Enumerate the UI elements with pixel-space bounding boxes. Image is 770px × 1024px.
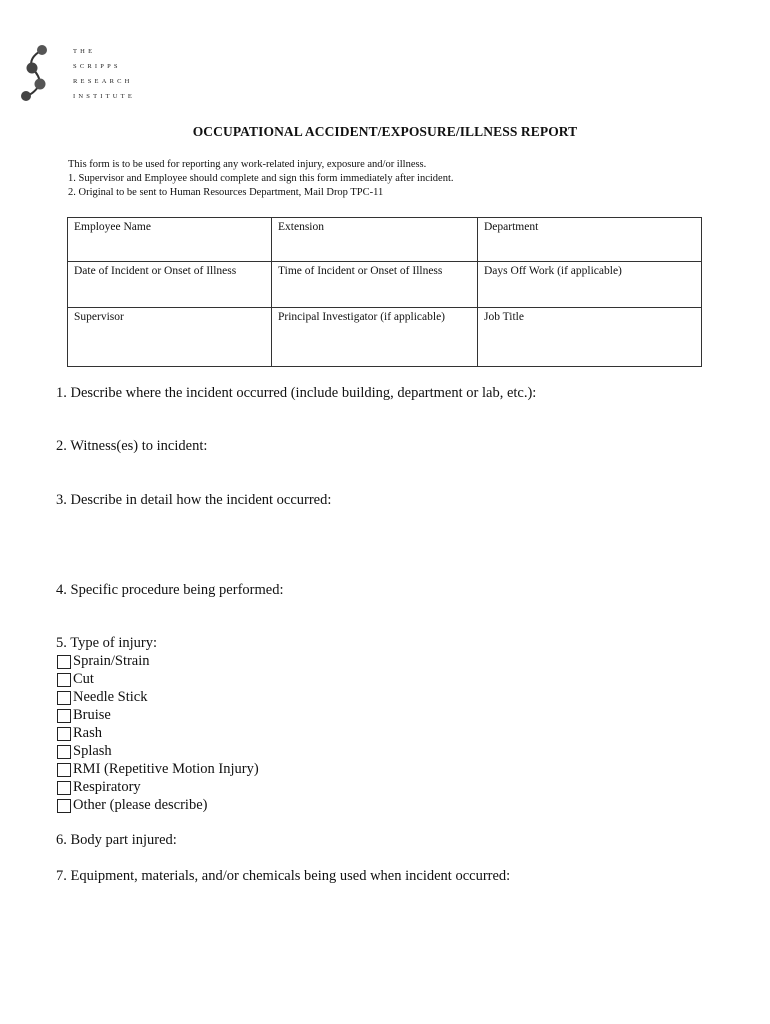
question-6: 6. Body part injured: [56,832,177,848]
injury-option-label: Splash [73,743,112,759]
injury-option [57,779,141,796]
question-3: 3. Describe in detail how the incident occurred: [56,492,332,508]
intro-line-3: 2. Original to be sent to Human Resources Department, Mail Drop TPC-11 [68,187,384,198]
sprain-strain-checkbox[interactable] [57,655,71,669]
logo-line-3: RESEARCH [73,78,133,85]
injury-option [57,653,150,670]
molecule-logo-icon [18,44,68,108]
bruise-checkbox[interactable] [57,709,71,723]
splash-checkbox[interactable] [57,745,71,759]
table-row [68,218,702,262]
extension-field[interactable]: Extension [272,218,478,262]
question-5: 5. Type of injury: [56,635,158,651]
table-row [68,262,702,308]
supervisor-field[interactable]: Supervisor [68,308,272,367]
question-4: 4. Specific procedure being performed: [56,582,284,598]
injury-option [57,743,112,760]
intro-line-1: This form is to be used for reporting any work-related injury, exposure and/or illness. [68,159,427,170]
injury-option-label: Respiratory [73,779,141,795]
employee-name-field[interactable]: Employee Name [68,218,272,262]
respiratory-checkbox[interactable] [57,781,71,795]
injury-option-label: Rash [73,725,102,741]
injury-option-label: Other (please describe) [73,797,208,813]
logo-line-2: SCRIPPS [73,63,121,70]
cut-checkbox[interactable] [57,673,71,687]
injury-option [57,797,207,814]
injury-option-label: Sprain/Strain [73,653,150,669]
injury-option-label: Cut [73,671,94,687]
job-title-field[interactable]: Job Title [478,308,702,367]
employee-info-table [67,217,702,367]
incident-time-field[interactable]: Time of Incident or Onset of Illness [272,262,478,308]
rmi-checkbox[interactable] [57,763,71,777]
principal-investigator-field[interactable]: Principal Investigator (if applicable) [272,308,478,367]
injury-option [57,689,148,706]
question-7: 7. Equipment, materials, and/or chemicals being used when incident occurred: [56,868,511,884]
other-checkbox[interactable] [57,799,71,813]
injury-option [57,707,111,724]
table-row [68,308,702,367]
department-field[interactable]: Department [478,218,702,262]
logo-line-4: INSTITUTE [73,93,136,100]
injury-option-label: Bruise [73,707,111,723]
question-2: 2. Witness(es) to incident: [56,438,208,454]
question-1: 1. Describe where the incident occurred (include building, department or lab, etc.): [56,385,537,401]
injury-option [57,671,94,688]
injury-option-label: RMI (Repetitive Motion Injury) [73,761,259,777]
injury-option [57,725,102,742]
incident-date-field[interactable]: Date of Incident or Onset of Illness [68,262,272,308]
injury-option-label: Needle Stick [73,689,148,705]
injury-option [57,761,259,778]
logo-line-1: THE [73,48,96,55]
rash-checkbox[interactable] [57,727,71,741]
form-title: OCCUPATIONAL ACCIDENT/EXPOSURE/ILLNESS REPORT [192,124,578,139]
intro-line-2: 1. Supervisor and Employee should complete and sign this form immediately after incident. [68,173,454,184]
needle-stick-checkbox[interactable] [57,691,71,705]
institute-logo [18,44,136,108]
days-off-field[interactable]: Days Off Work (if applicable) [478,262,702,308]
